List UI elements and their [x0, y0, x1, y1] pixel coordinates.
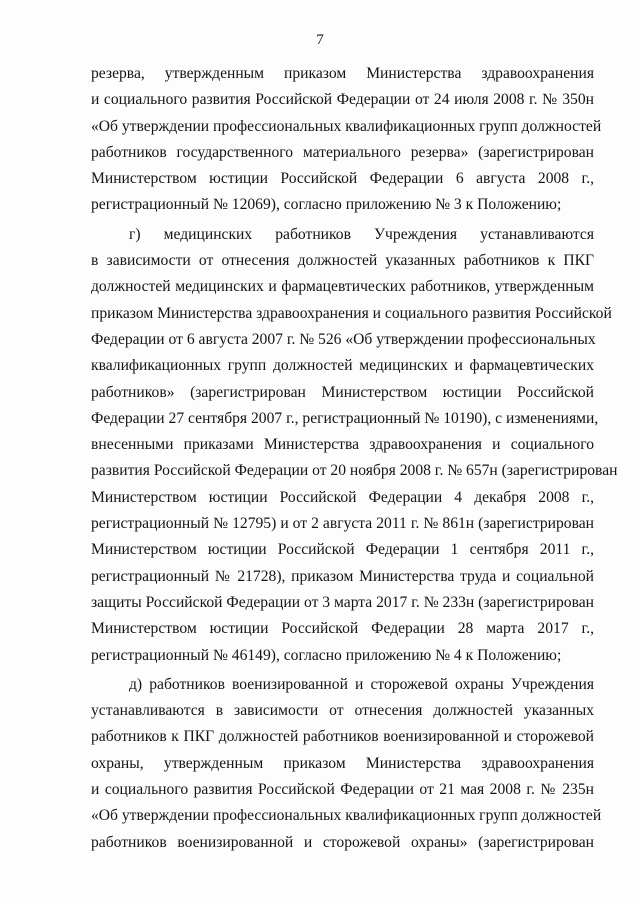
text-line: Федерации 27 сентября 2007 г., регистрационный № 10190), с изменениями, [91, 409, 599, 427]
text-line: Министерством юстиции Российской Федерации 4 декабря 2008 г., [91, 488, 594, 506]
text-line: резерва, утвержденным приказом Министерства здравоохранения [91, 65, 594, 82]
paragraph-reserve-workers [91, 61, 602, 219]
text-line: д) работников военизированной и сторожевой охраны Учреждения [129, 675, 594, 693]
paragraph-guard-workers [91, 672, 602, 856]
text-line: Министерством юстиции Российской Федерации 1 сентября 2011 г., [91, 541, 594, 559]
page-number: 7 [316, 32, 324, 48]
text-line: квалификационных групп должностей медицинских и фармацевтических [91, 357, 594, 375]
text-line: регистрационный № 12069), согласно приложению № 3 к Положению; [91, 196, 562, 214]
text-line: «Об утверждении профессиональных квалификационных групп должностей [91, 807, 602, 825]
text-line: Министерством юстиции Российской Федерации 6 августа 2008 г., [91, 170, 594, 188]
text-line: развития Российской Федерации от 20 ноября 2008 г. № 657н (зарегистрирован [91, 462, 618, 480]
paragraph-medical-workers [91, 222, 618, 669]
text-line: регистрационный № 12795) и от 2 августа 2011 г. № 861н (зарегистрирован [91, 515, 594, 533]
text-line: защиты Российской Федерации от 3 марта 2017 г. № 233н (зарегистрирован [91, 593, 594, 611]
text-line: приказом Министерства здравоохранения и социального развития Российской [91, 304, 612, 322]
text-line: Федерации от 6 августа 2007 г. № 526 «Об утверждении профессиональных [91, 330, 596, 348]
text-line: охраны, утвержденным приказом Министерства здравоохранения [91, 754, 594, 772]
text-line: и социального развития Российской Федерации от 21 мая 2008 г. № 235н [91, 781, 594, 799]
text-line: работников государственного материального резерва» (зарегистрирован [91, 143, 594, 161]
text-line: должностей медицинских и фармацевтических работников, утвержденным [91, 278, 594, 296]
text-line: регистрационный № 46149), согласно приложению № 4 к Положению; [91, 646, 562, 664]
text-line: г) медицинских работников Учреждения устанавливаются [129, 225, 594, 243]
text-line: работников» (зарегистрирован Министерством юстиции Российской [91, 383, 594, 401]
text-line: устанавливаются в зависимости от отнесения должностей указанных [91, 702, 594, 720]
text-line: «Об утверждении профессиональных квалификационных групп должностей [91, 117, 602, 135]
text-line: в зависимости от отнесения должностей указанных работников к ПКГ [91, 252, 594, 270]
text-line: и социального развития Российской Федерации от 24 июля 2008 г. № 350н [91, 91, 594, 109]
text-line: внесенными приказами Министерства здравоохранения и социального [91, 436, 594, 454]
text-line: работников военизированной и сторожевой охраны» (зарегистрирован [91, 833, 594, 851]
document-body [91, 61, 618, 856]
text-line: работников к ПКГ должностей работников военизированной и сторожевой [91, 728, 594, 746]
text-line: регистрационный № 21728), приказом Министерства труда и социальной [91, 567, 594, 585]
text-line: Министерством юстиции Российской Федерации 28 марта 2017 г., [91, 620, 594, 638]
